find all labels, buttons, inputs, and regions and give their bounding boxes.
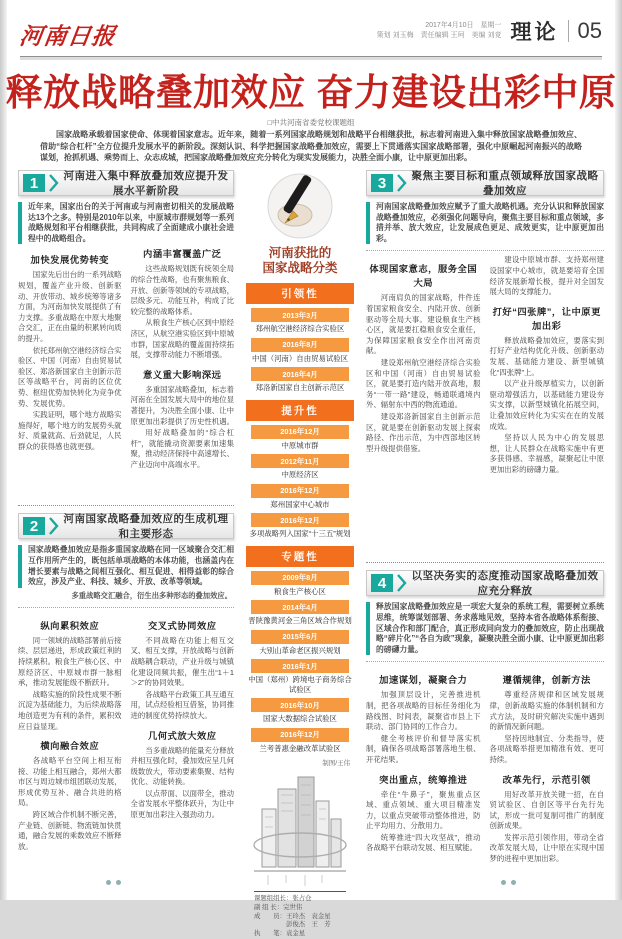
caption-line: 成 员：王玲杰 袁金星 bbox=[254, 912, 331, 920]
byline: □中共河南省委党校课题组 bbox=[267, 118, 355, 127]
body-paragraph: 尊重经济规律和区域发展规律，创新战略实施的体制机制和方式方法，及时研究解决实施中遇到的新情况新问题。 bbox=[489, 690, 604, 732]
page-header bbox=[17, 12, 602, 50]
header-rule bbox=[20, 56, 602, 60]
section-2-header bbox=[18, 513, 234, 539]
subheading: 加快发展优势转变 bbox=[30, 255, 109, 266]
timeline-date: 2016年4月 bbox=[251, 367, 349, 381]
page-number: 05 bbox=[577, 18, 602, 43]
section-1-lead: 近年来，国家出台的关于河南或与河南密切相关的发展战略达13个之多。特别是2010年以来，中原城市群规划等一系列战略规划和平台相继获批，共同构成了全面建成小康社会进程中的战略组合。 bbox=[18, 202, 234, 244]
timeline-date: 2016年12月 bbox=[251, 484, 349, 498]
timeline-item: 多项战略列入国家“十三五”规划 bbox=[249, 529, 351, 538]
credits-line: 策划 刘玉梅 责任编辑 王珂 美编 刘竞 bbox=[376, 32, 502, 39]
caption-line: 课题组组长：张占仓 bbox=[254, 895, 312, 902]
timeline-date: 2016年12月 bbox=[251, 728, 349, 742]
timeline-date: 2013年3月 bbox=[251, 308, 349, 322]
skyscraper-sketch-icon bbox=[248, 771, 352, 887]
timeline-item: 粮食生产核心区 bbox=[274, 586, 326, 596]
dotted-rule bbox=[366, 250, 604, 251]
body-paragraph: 同一领域的战略部署前后接续、层层递进，形成政策红利的持续累积。粮食生产核心区、中原经济区、中原城市群一脉相承，推动发展能级不断跃升。 bbox=[18, 635, 122, 688]
effect-block bbox=[18, 612, 122, 854]
dotted-separator bbox=[18, 505, 234, 506]
body-paragraph: 用好改革开放关键一招，在自贸试验区、自创区等平台先行先试，形成一批可复制可推广的制度创新成果。 bbox=[489, 789, 604, 831]
body-paragraph: 当多重战略的能量充分释放并相互强化时，叠加效应呈几何级数放大，带动要素集聚、结构优化、动能转换。 bbox=[130, 745, 234, 787]
measure-block bbox=[366, 666, 481, 865]
subheading: 几何式放大效应 bbox=[147, 730, 217, 741]
timeline-item: 晋陕豫黄河金三角区域合作规划 bbox=[248, 616, 352, 625]
subheading: 横向融合效应 bbox=[40, 741, 100, 752]
intro-paragraph: 国家战略承载着国家使命、体现着国家意志。近年来，随着一系列国家战略规划和战略平台相继获批，标志着河南进入集中释放国家战略叠加效应、借助“综合杠杆”全方位提升发展水平的新阶段。深刻认识、科学把握国家战略叠加效应，需要上下贯通落实国家战略部署，强化中原崛起河南振兴的战略谋划，抢抓机遇、乘势而上、众志成城，把国家战略叠加效应充分转化为现实发展能力，决胜全面小康，让中原更加出彩。 bbox=[40, 130, 582, 162]
city-buildings-illustration bbox=[242, 769, 358, 887]
section-4-lead: 释放国家战略叠加效应是一项宏大复杂的系统工程，需要树立系统思维，统筹谋划部署、务求落地见效，坚持本省各战略体系衔接、区域合作和部门配合，真正形成同向发力的叠加效应，防止出现战略“碎片化”“各自为政”现象，凝聚决胜全面小康、让中原更加出彩的磅礴力量。 bbox=[366, 602, 604, 655]
body-paragraph: 依托郑州航空港经济综合实验区、中国（河南）自由贸易试验区、郑洛新国家自主创新示范区等战略平台，河南的区位优势、枢纽优势加快转化为竞争优势、发展优势。 bbox=[18, 345, 122, 408]
timeline-item: 中原城市群 bbox=[281, 440, 319, 450]
section-3-title: 聚焦主要目标和重点领域释放国家战略叠加效应 bbox=[411, 170, 599, 197]
timeline-date: 2016年12月 bbox=[251, 425, 349, 439]
timeline-item: 郑州航空港经济综合实验区 bbox=[255, 324, 345, 333]
dotted-separator bbox=[366, 562, 604, 563]
body-paragraph: 健全考核评价和督导落实机制，确保各项战略部署落地生根、开花结果。 bbox=[366, 733, 481, 764]
section-4-number-badge: 4 bbox=[371, 574, 393, 592]
caption-line: 副 组 长：完世伟 bbox=[254, 903, 303, 911]
section-2-title: 河南国家战略叠加效应的生成机理和主要形态 bbox=[63, 513, 229, 541]
section-1-header bbox=[18, 170, 234, 196]
infobox-title bbox=[242, 246, 358, 276]
section-3-header bbox=[366, 170, 604, 196]
timeline-date: 2016年8月 bbox=[251, 338, 349, 352]
section-1-title: 河南进入集中释放叠加效应提升发展水平新阶段 bbox=[63, 170, 229, 197]
section-1-body bbox=[18, 246, 234, 498]
section-1-number-badge: 1 bbox=[23, 174, 45, 192]
research-group-caption bbox=[254, 891, 346, 939]
body-paragraph: 跨区域合作机制不断完善，产业链、创新链、物流链加快贯通，融合发展的乘数效应不断释放。 bbox=[18, 810, 122, 851]
body-paragraph: 实践证明，哪个地方战略实施得好，哪个地方的发展势头就好、质量就高、后劲就足，人民群众的获得感也就更强。 bbox=[18, 410, 122, 451]
body-paragraph: 建设郑洛新国家自主创新示范区，就是要在创新驱动发展上探索路径、作出示范，为中西部地区转型升级提供借鉴。 bbox=[366, 411, 481, 453]
body-paragraph: 建设中原城市群、支持郑州建设国家中心城市，就是要培育全国经济发展新增长极，提升对全国发展大局的支撑能力。 bbox=[489, 255, 604, 297]
section-4-title: 以坚决务实的态度推动国家战略叠加效应充分释放 bbox=[411, 570, 599, 598]
body-paragraph: 建设郑州航空港经济综合实验区和中国（河南）自由贸易试验区，就是要打造内陆开放高地，服务“一带一路”建设，畅通联通境内外、辐射东中西的物流通道。 bbox=[366, 357, 481, 410]
graphic-credit: 制图/王伟 bbox=[322, 760, 350, 767]
subheading: 纵向累积效应 bbox=[40, 620, 100, 631]
body-paragraph: 国家先后出台的一系列战略规划，覆盖产业升级、创新驱动、开放带动、城乡统筹等诸多方面，为河南加快发展提供了有力支撑。多重战略在中原大地聚合交汇，正在由量的积累转向质的提升。 bbox=[18, 270, 122, 343]
page-edge-right bbox=[615, 0, 622, 900]
section-3-number-badge: 3 bbox=[371, 174, 393, 192]
chevron-right-icon bbox=[397, 574, 407, 592]
left-column-group bbox=[18, 170, 234, 939]
header-divider bbox=[568, 20, 569, 42]
date-line: 2017年4月10日 星期一 bbox=[425, 22, 502, 29]
body-paragraph: 坚持以人民为中心的发展思想，让人民群众在战略实施中有更多获得感、幸福感，凝聚起让中原更加出彩的磅礴力量。 bbox=[489, 433, 604, 474]
pen-icon bbox=[265, 171, 335, 241]
timeline-date: 2014年4月 bbox=[251, 600, 349, 614]
infobox-title-line1: 河南获批的 bbox=[268, 246, 332, 260]
timeline-item: 郑洛新国家自主创新示范区 bbox=[255, 383, 345, 392]
main-headline: 释放战略叠加效应 奋力建设出彩中原 bbox=[5, 72, 617, 113]
subheading: 打好“四张牌”，让中原更加出彩 bbox=[492, 306, 601, 331]
body-paragraph: 从粮食生产核心区到中原经济区，从航空港实验区到中原城市群，国家战略的覆盖面持续拓展，支撑带动能力不断增强。 bbox=[130, 318, 234, 360]
subheading: 意义重大影响深远 bbox=[143, 369, 222, 380]
timeline-item: 国家大数据综合试验区 bbox=[263, 714, 337, 723]
newspaper-logo: 河南日报 bbox=[17, 23, 118, 50]
page-dot bbox=[106, 880, 111, 885]
body-paragraph: 河南肩负的国家战略，件件连着国家粮食安全、内陆开放、创新驱动等全局大事。建设粮食生产核心区，就是要扛稳粮食安全重任，为保障国家粮食安全作出河南贡献。 bbox=[366, 293, 481, 356]
subheading: 加速谋划，凝聚合力 bbox=[379, 675, 468, 686]
subheading: 内涵丰富覆盖广泛 bbox=[143, 249, 222, 260]
main-content bbox=[18, 170, 604, 938]
body-paragraph: 释放战略叠加效应，要落实到打好产业结构优化升级、创新驱动发展、基础能力建设、新型城镇化“四张牌”上。 bbox=[489, 335, 604, 377]
footer-dots-right bbox=[501, 880, 516, 885]
timeline-item: 兰考普惠金融改革试验区 bbox=[259, 743, 341, 753]
body-paragraph: 统筹推进“四大攻坚战”，推动各战略平台联动发展、相互赋能。 bbox=[366, 832, 481, 853]
section-2-number-badge: 2 bbox=[23, 517, 45, 535]
timeline-date: 2016年10月 bbox=[251, 698, 349, 712]
section-2-lead-tail: 多重战略交汇融合，衍生出多种形态的叠加效应。 bbox=[71, 590, 232, 600]
section-name: 理论 bbox=[510, 21, 559, 44]
subheading: 遵循规律，创新方法 bbox=[502, 675, 591, 686]
timeline-item: 中国（郑州）跨境电子商务综合试验区 bbox=[248, 675, 352, 694]
body-paragraph: 以点带面、以面带全，推动全省发展水平整体跃升，为让中原更加出彩注入强劲动力。 bbox=[130, 788, 234, 820]
page-dot bbox=[116, 880, 121, 885]
subheading: 突出重点，统筹推进 bbox=[379, 774, 468, 785]
infobox-title-line2: 国家战略分类 bbox=[262, 261, 338, 275]
caption-line: 执 笔：袁金星 bbox=[254, 930, 306, 938]
group-header: 专题性 bbox=[246, 546, 354, 567]
timeline-date: 2016年12月 bbox=[251, 513, 349, 527]
subheading: 交叉式协同效应 bbox=[147, 620, 217, 631]
measure-block bbox=[490, 666, 605, 865]
body-paragraph: 发挥示范引领作用，带动全省改革发展大局，让中原在实现中国梦的进程中更加出彩。 bbox=[489, 832, 604, 864]
timeline-date: 2016年1月 bbox=[251, 659, 349, 673]
body-paragraph: 多重国家战略叠加，标志着河南在全国发展大局中的地位显著提升，为决胜全面小康、让中原更加出彩提供了历史性机遇。 bbox=[130, 384, 234, 426]
body-paragraph: 用好战略叠加的“综合杠杆”，就能撬动资源要素加速集聚，推动经济保持中高速增长、产业迈向中高端水平。 bbox=[130, 428, 234, 469]
body-paragraph: 各战略平台政策工具互通互用，试点经验相互借鉴，协同推进的制度优势持续放大。 bbox=[130, 689, 234, 720]
caption-line: 彭俊杰 王 芳 bbox=[254, 921, 331, 929]
body-paragraph: 战略实施的阶段性成果不断沉淀为基础能力，为后续战略落地创造更为有利的条件，累积效应日益显现。 bbox=[18, 689, 122, 731]
dotted-rule bbox=[366, 661, 604, 662]
right-column-group bbox=[366, 170, 604, 939]
timeline-item: 大别山革命老区振兴规划 bbox=[259, 645, 341, 655]
body-paragraph: 坚持因地制宜、分类指导，使各项战略举措更加精准有效、更可持续。 bbox=[489, 733, 604, 764]
body-paragraph: 牵住“牛鼻子”，聚焦重点区域、重点领域、重大项目精准发力，以重点突破带动整体推进，防止平均用力、分散用力。 bbox=[366, 789, 481, 831]
body-paragraph: 以产业升级厚植实力，以创新驱动增强活力，以基础能力建设夯实支撑，以新型城镇化拓展空间，让叠加效应转化为实实在在的发展成效。 bbox=[489, 379, 604, 431]
group-header: 提升性 bbox=[246, 400, 354, 421]
hand-with-pen-illustration bbox=[242, 170, 358, 242]
section-4-header bbox=[366, 570, 604, 596]
timeline-date: 2009年8月 bbox=[251, 571, 349, 585]
section-3-lead: 河南国家战略叠加效应赋予了重大战略机遇。充分认识和释放国家战略叠加效应，必须强化问题导向，聚焦主要目标和重点领域，多措并举、放大效应，让发展成色更足、成效更实，让中原更加出彩。 bbox=[366, 202, 604, 244]
body-paragraph: 加强顶层设计，完善推进机制，把各项战略的目标任务细化为路线图、时间表，凝聚省市县上下联动、部门协同的工作合力。 bbox=[366, 690, 481, 732]
timeline-item: 中原经济区 bbox=[281, 470, 319, 479]
timeline-item: 中国（河南）自由贸易试验区 bbox=[251, 353, 349, 363]
section-2-lead: 国家战略叠加效应是指多重国家战略在同一区域聚合交汇相互作用所产生的，既包括单项战略的本体功能，也涵盖内在增长要素与战略之间相互强化、相互促进、相得益彰的综合效应，涉及产业、科技、城乡、开放、改革等领域。 bbox=[18, 545, 234, 587]
subheading: 改革先行，示范引领 bbox=[502, 774, 591, 785]
effect-block bbox=[131, 612, 235, 854]
header-meta bbox=[377, 21, 502, 41]
section-4-body bbox=[366, 666, 604, 902]
page-dot bbox=[501, 880, 506, 885]
page-edge-left bbox=[0, 0, 7, 900]
section-3-body bbox=[366, 255, 604, 555]
page-dot bbox=[511, 880, 516, 885]
chevron-right-icon bbox=[49, 517, 59, 535]
group-header: 引领性 bbox=[246, 283, 354, 304]
strategy-infobox bbox=[242, 242, 358, 767]
footer-dots-left bbox=[106, 880, 121, 885]
dotted-rule bbox=[18, 607, 234, 608]
chevron-right-icon bbox=[49, 174, 59, 192]
subheading: 体现国家意志，服务全国大局 bbox=[369, 264, 478, 289]
timeline-item: 郑州国家中心城市 bbox=[270, 499, 330, 509]
chevron-right-icon bbox=[397, 174, 407, 192]
body-paragraph: 这些战略规划既有统领全局的综合性战略，也有聚焦粮食、开放、创新等领域的专项战略，层级多元、功能互补，构成了比较完整的战略体系。 bbox=[130, 264, 234, 316]
section-2-body bbox=[18, 612, 234, 894]
timeline-date: 2012年11月 bbox=[251, 454, 349, 468]
center-column bbox=[242, 170, 358, 939]
header-right bbox=[377, 16, 602, 46]
body-paragraph: 各战略平台空间上相互衔接、功能上相互融合，郑州大都市区与周边城市组团联动发展，形成优势互补、融合共进的格局。 bbox=[18, 756, 122, 808]
timeline-date: 2015年6月 bbox=[251, 630, 349, 644]
body-paragraph: 不同战略在功能上相互交叉、相互支撑，开放战略与创新战略耦合联动，产业升级与城镇化建设同频共振，催生出“1＋1＞2”的协同效果。 bbox=[130, 635, 234, 688]
